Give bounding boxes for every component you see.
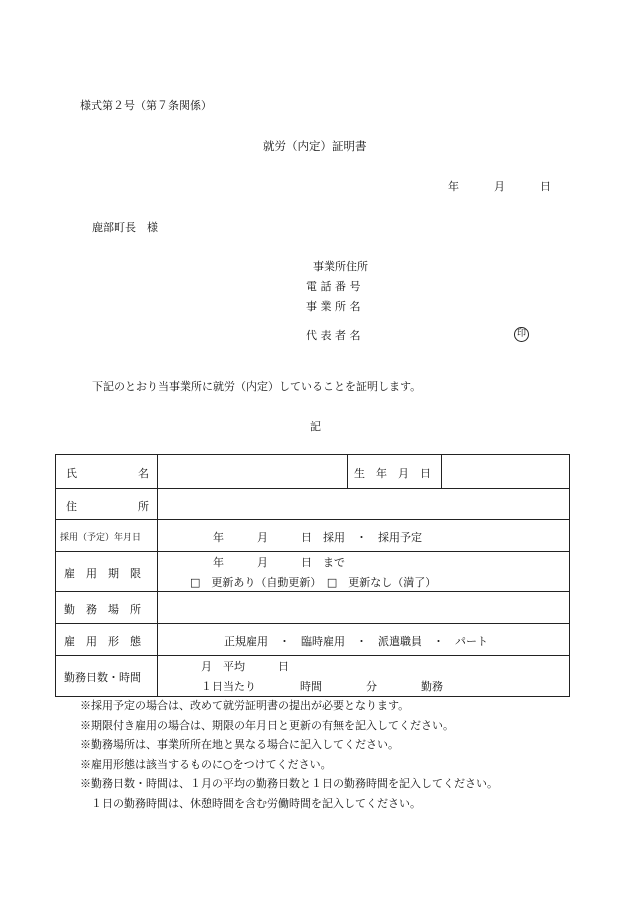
notes <box>80 696 498 813</box>
employer-rep-label: 代 表 者 名 <box>306 329 361 342</box>
work-days-row <box>56 656 570 697</box>
employment-type-row <box>56 624 570 656</box>
birth-date-field[interactable] <box>442 455 570 489</box>
document-title: 就労（内定）証明書 <box>263 139 367 153</box>
note-line: ※勤務場所は、事業所所在地と異なる場合に記入してください。 <box>80 738 399 751</box>
seal-mark: 印 <box>514 326 529 342</box>
statement: 下記のとおり当事業所に就労（内定）していることを証明します。 <box>92 380 422 393</box>
note-line: ※採用予定の場合は、改めて就労証明書の提出が必要となります。 <box>80 699 410 712</box>
emp-type-field[interactable]: 正規雇用 ・ 臨時雇用 ・ 派遣職員 ・ パート <box>158 624 570 656</box>
hire-date-row <box>56 520 570 552</box>
note-line: ※勤務日数・時間は、１月の平均の勤務日数と１日の勤務時間を記入してください。 <box>80 777 498 790</box>
days-field[interactable]: 月 平均 日 １日当たり 時間 分 勤務 <box>158 656 570 697</box>
employment-period-row <box>56 552 570 592</box>
ki-mark: 記 <box>310 420 321 433</box>
date-month-label: 月 <box>494 180 505 193</box>
workplace-label-cell: 勤 務 場 所 <box>56 592 158 624</box>
note-line: １日の勤務時間は、休憩時間を含む労働時間を記入してください。 <box>80 796 421 810</box>
date-day-label: 日 <box>540 180 551 193</box>
form-number: 様式第２号（第７条関係） <box>80 99 212 112</box>
period-field[interactable]: 年 月 日 まで □ 更新あり（自動更新） □ 更新なし（満了） <box>158 552 570 592</box>
hire-date-label-cell: 採用（予定）年月日 <box>56 520 158 552</box>
name-row <box>56 455 570 489</box>
emp-type-label-cell: 雇 用 形 態 <box>56 624 158 656</box>
employer-phone-label: 電 話 番 号 <box>306 280 361 293</box>
address-label-cell: 住 所 <box>56 489 158 520</box>
employer-name-label: 事 業 所 名 <box>306 300 361 313</box>
addressee: 鹿部町長 様 <box>92 221 158 234</box>
date-year-label: 年 <box>448 180 459 193</box>
name-field[interactable] <box>158 455 348 489</box>
address-row <box>56 489 570 520</box>
birth-label-cell: 生 年 月 日 <box>348 455 442 489</box>
note-line: ※雇用形態は該当するものに○をつけてください。 <box>80 757 332 771</box>
workplace-row <box>56 592 570 624</box>
employer-address-label: 事業所住所 <box>313 260 368 273</box>
period-label-cell: 雇 用 期 限 <box>56 552 158 592</box>
workplace-field[interactable] <box>158 592 570 624</box>
days-label-cell: 勤務日数・時間 <box>56 656 158 697</box>
name-label-cell: 氏 名 <box>56 455 158 489</box>
note-line: ※期限付き雇用の場合は、期限の年月日と更新の有無を記入してください。 <box>80 718 454 732</box>
address-field[interactable] <box>158 489 570 520</box>
hire-date-field[interactable]: 年 月 日 採用 ・ 採用予定 <box>158 520 570 552</box>
certificate-table <box>55 454 570 697</box>
